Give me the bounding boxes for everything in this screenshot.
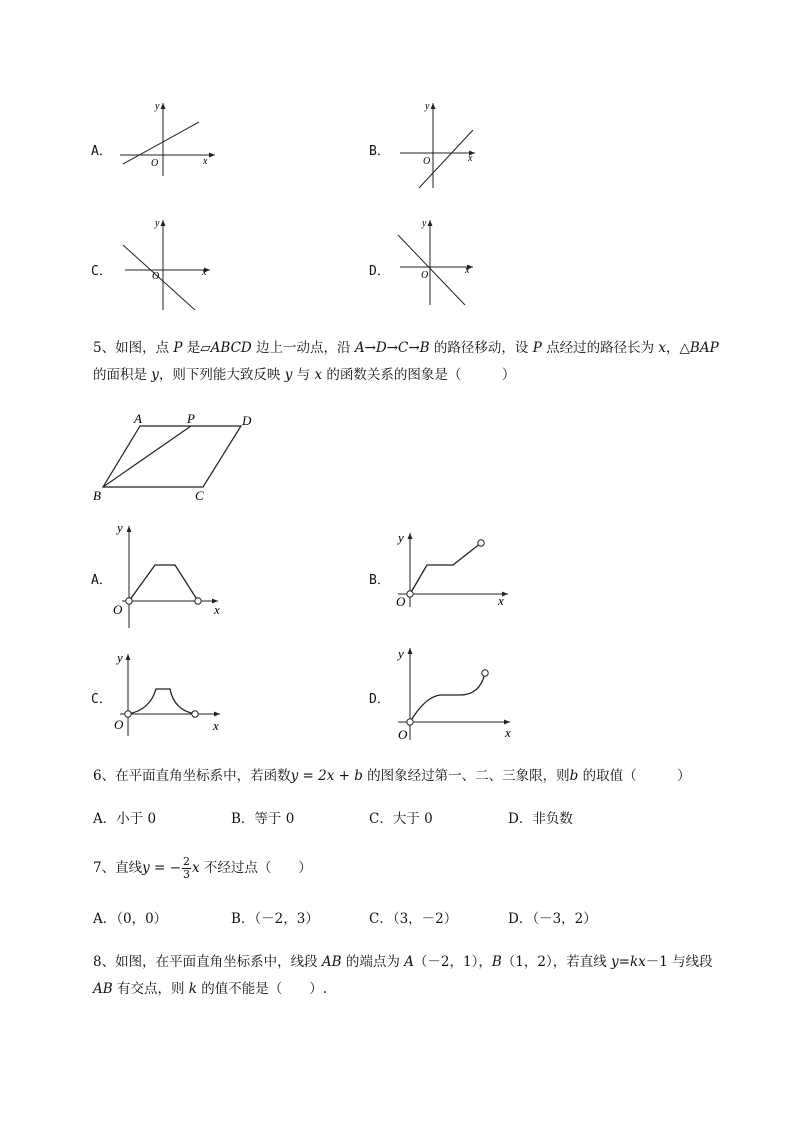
q8-var: k: [188, 981, 197, 997]
q8-text: －1 与线段: [645, 954, 713, 970]
q5-option-b-label[interactable]: B．: [369, 573, 390, 588]
q5-text: 的面积是: [93, 367, 152, 383]
q4-c-x-label: x: [202, 267, 207, 278]
q7-formula-lhs: y = −: [142, 860, 181, 876]
q5-b-origin-label: O: [396, 594, 406, 609]
q5-var: x: [314, 367, 323, 383]
q4-graph-b: [395, 98, 485, 193]
q5-var: y: [151, 367, 159, 383]
q7-formula-rhs: x: [191, 860, 200, 876]
q7-stem: [93, 855, 312, 881]
q5-graph-b: [390, 527, 515, 612]
q8-segment-name: AB: [321, 954, 342, 970]
q6-stem: [93, 763, 691, 789]
q7-option-a[interactable]: A．（0，0）: [93, 911, 168, 927]
q5-c-y-label: y: [117, 650, 123, 665]
q5-fig-label-p: P: [187, 411, 195, 426]
q5-c-x-label: x: [213, 718, 219, 733]
q5-number: 5、: [93, 340, 116, 356]
q4-c-origin-label: O: [152, 271, 160, 282]
q5-b-x-label: x: [498, 593, 504, 608]
q5-b-y-label: y: [398, 530, 404, 545]
q6-number: 6、: [93, 768, 116, 784]
q5-fig-label-a: A: [134, 411, 142, 426]
q8-text: 的端点为: [341, 954, 405, 970]
q4-option-a-label[interactable]: A．: [91, 144, 112, 159]
q4-graph-d: [395, 215, 480, 310]
q5-graph-d: [390, 642, 520, 742]
q5-text: 点经过的路径长为: [541, 340, 659, 356]
q5-line-1: [93, 335, 719, 361]
q5-var: P: [173, 340, 183, 356]
q5-text: 的路径移动，设: [429, 340, 533, 356]
q5-c-origin-label: O: [114, 717, 124, 732]
q7-option-d[interactable]: D．（－3，2）: [508, 911, 597, 927]
q5-text: ，则下列能大致反映: [158, 367, 285, 383]
q5-var: y: [284, 367, 293, 383]
q6-option-c[interactable]: C．大于 0: [369, 811, 433, 827]
q4-c-y-label: y: [155, 218, 160, 229]
q5-graph-c: [110, 648, 230, 738]
q5-option-a-label[interactable]: A．: [91, 573, 112, 588]
q5-text: ，△: [666, 340, 690, 356]
q4-d-y-label: y: [422, 218, 427, 229]
q8-text: （1，2），若直线: [501, 954, 611, 970]
q4-d-origin-label: O: [421, 270, 429, 281]
q8-line-1: [93, 949, 713, 975]
q5-fig-label-d: D: [242, 413, 252, 428]
q5-var: P: [532, 340, 542, 356]
q8-line-2: [93, 976, 327, 1002]
q5-a-x-label: x: [214, 602, 220, 617]
q8-text: （－2，1），: [413, 954, 492, 970]
q5-a-origin-label: O: [113, 602, 123, 617]
q4-d-x-label: x: [465, 265, 470, 276]
q5-fig-label-c: C: [195, 488, 204, 503]
q5-path: A→D→C→B: [354, 340, 430, 356]
q5-option-c-label[interactable]: C．: [91, 692, 112, 707]
q4-a-origin-label: O: [151, 158, 159, 169]
q7-fraction-denominator: 3: [182, 868, 190, 881]
q5-d-x-label: x: [505, 725, 511, 740]
q5-line-2: [93, 362, 515, 388]
q6-formula: y = 2x + b: [290, 768, 363, 784]
q8-line-formula: y=kx: [611, 954, 646, 970]
q8-segment-name: AB: [93, 981, 113, 997]
q5-text: 如图，点: [115, 340, 174, 356]
q4-graph-a: [115, 98, 225, 178]
q5-fig-label-b: B: [93, 488, 101, 503]
q7-option-c[interactable]: C．（3，－2）: [369, 911, 458, 927]
q4-option-c-label[interactable]: C．: [91, 264, 112, 279]
q5-text: 边上一动点，沿: [251, 340, 355, 356]
q6-option-b[interactable]: B．等于 0: [231, 811, 295, 827]
q5-text: 是: [182, 340, 201, 356]
q6-var: b: [569, 768, 579, 784]
q4-b-y-label: y: [425, 101, 430, 112]
q7-option-b[interactable]: B．（－2，3）: [231, 911, 319, 927]
q7-number: 7、: [93, 860, 116, 876]
q5-parallelogram-name: ▱ABCD: [200, 340, 252, 356]
q6-text: 的图象经过第一、二、三象限，则: [362, 768, 570, 784]
q8-number: 8、: [93, 954, 116, 970]
q6-text: 的取值（ ）: [578, 768, 691, 784]
q8-point-a: A: [404, 954, 414, 970]
q4-b-origin-label: O: [423, 156, 431, 167]
q5-text: 与: [292, 367, 315, 383]
q5-parallelogram-figure: [88, 408, 263, 503]
q5-d-y-label: y: [398, 646, 404, 661]
q5-text: 的函数关系的图象是（ ）: [322, 367, 516, 383]
q5-d-origin-label: O: [398, 727, 408, 742]
q6-option-a[interactable]: A．小于 0: [93, 811, 157, 827]
q6-text: 在平面直角坐标系中，若函数: [115, 768, 291, 784]
q4-option-d-label[interactable]: D．: [369, 264, 390, 279]
q5-option-d-label[interactable]: D．: [369, 692, 390, 707]
q5-triangle-name: BAP: [689, 340, 719, 356]
q5-a-y-label: y: [117, 520, 123, 535]
q8-text: 如图，在平面直角坐标系中，线段: [115, 954, 322, 970]
q5-var: x: [658, 340, 667, 356]
q6-option-d[interactable]: D．非负数: [508, 811, 573, 827]
q8-text: 有交点，则: [112, 981, 189, 997]
q7-fraction-numerator: 2: [182, 855, 190, 868]
q7-text: 不经过点（ ）: [199, 860, 312, 876]
q7-fraction: [182, 856, 191, 881]
q4-a-y-label: y: [155, 101, 160, 112]
q8-point-b: B: [491, 954, 502, 970]
q8-text: 的值不能是（ ）.: [196, 981, 328, 997]
q4-b-x-label: x: [468, 153, 473, 164]
q5-graph-a: [110, 518, 230, 630]
q4-a-x-label: x: [203, 156, 208, 167]
q4-graph-c: [115, 215, 220, 315]
q7-text: 直线: [115, 860, 143, 876]
q4-option-b-label[interactable]: B．: [369, 144, 390, 159]
